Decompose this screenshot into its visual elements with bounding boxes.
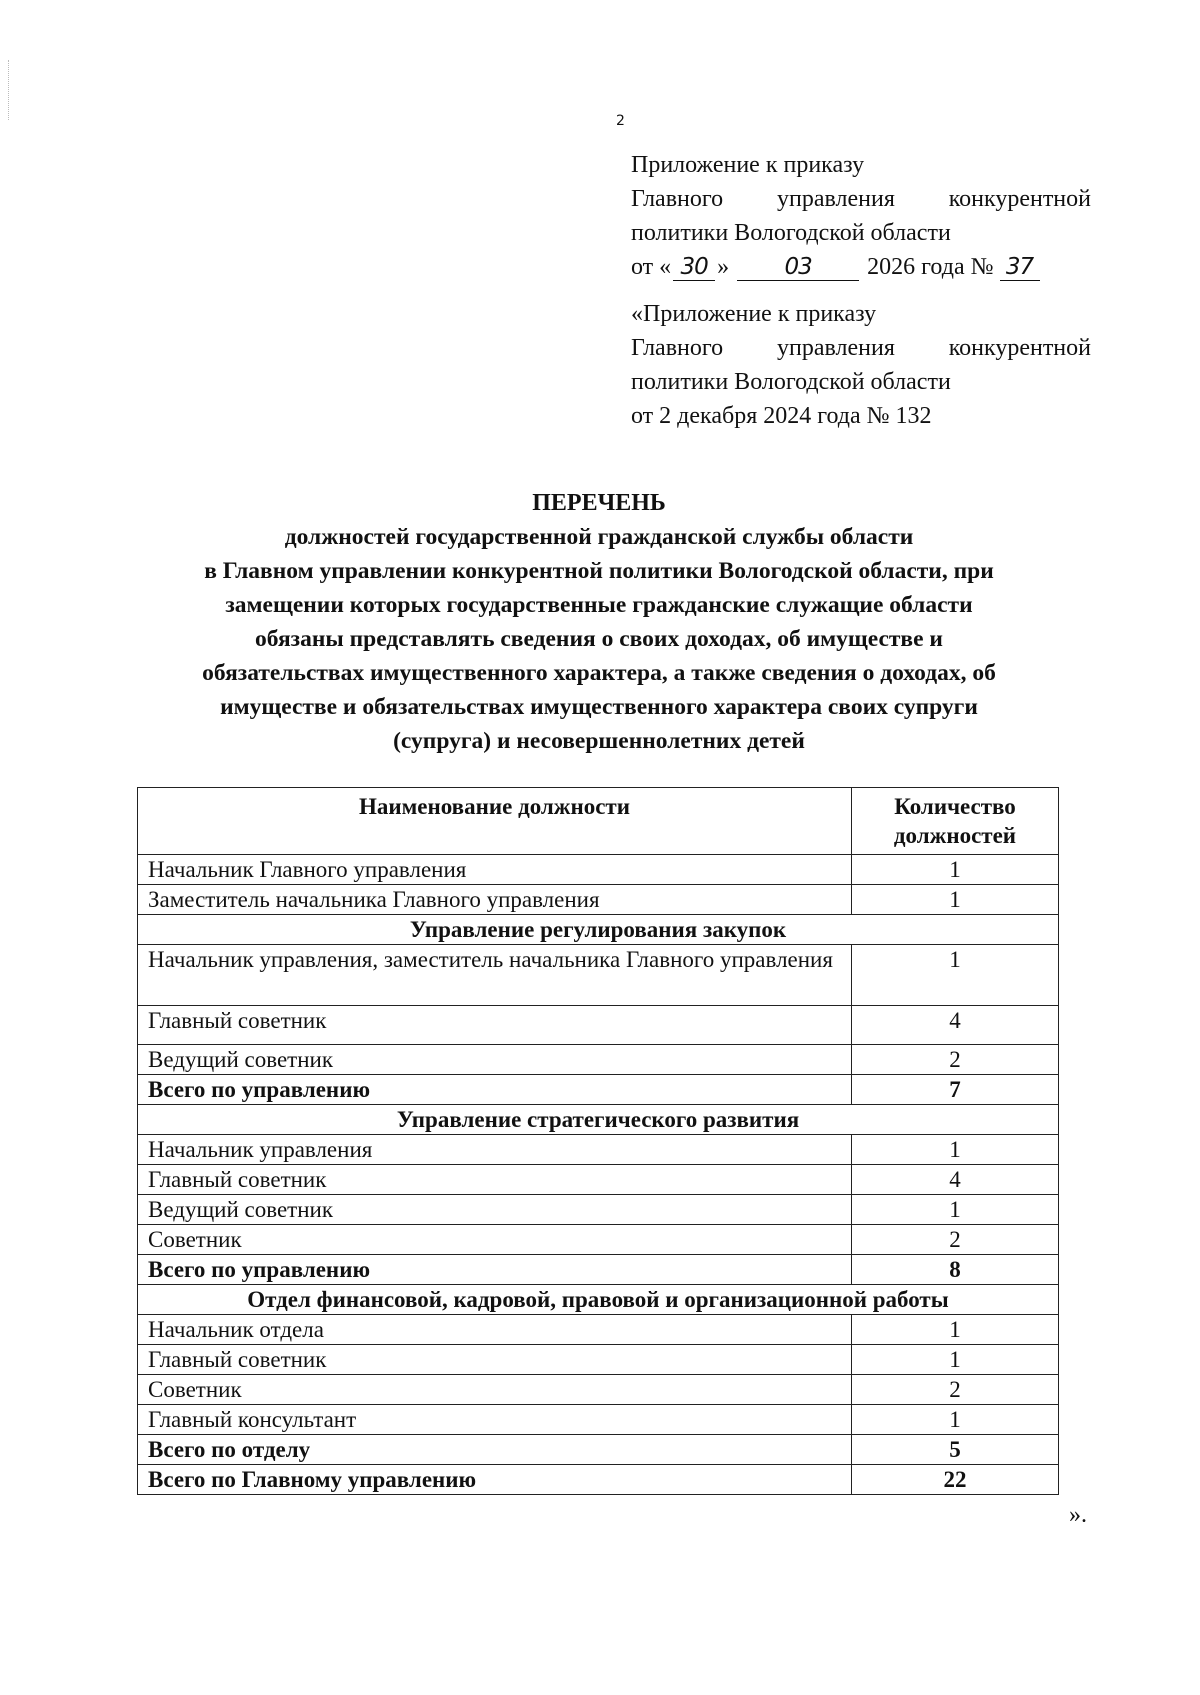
grand-total-row — [138, 1465, 1059, 1495]
appendix-line-justified — [631, 182, 1091, 216]
section-heading-row — [138, 915, 1059, 945]
position-name: Главный консультант — [138, 1405, 852, 1435]
total-value: 5 — [852, 1435, 1059, 1465]
appendix-word: управления — [776, 335, 895, 361]
position-name: Советник — [138, 1375, 852, 1405]
date-year-text: 2026 года № — [867, 254, 994, 280]
appendix-word: Главного — [631, 335, 724, 361]
position-name: Начальник управления, заместитель начальника Главного управления — [138, 945, 852, 1006]
position-count: 1 — [852, 855, 1059, 885]
position-name: Заместитель начальника Главного управления — [138, 885, 852, 915]
table-row — [138, 1135, 1059, 1165]
handwritten-order-number: 37 — [1000, 254, 1040, 281]
position-count: 1 — [852, 1405, 1059, 1435]
position-name: Ведущий советник — [138, 1195, 852, 1225]
scan-edge-marks — [8, 60, 11, 120]
position-name: Начальник Главного управления — [138, 855, 852, 885]
appendix-word: конкурентной — [948, 186, 1091, 212]
table-row — [138, 1045, 1059, 1075]
grand-total-label: Всего по Главному управлению — [138, 1465, 852, 1495]
position-count: 2 — [852, 1375, 1059, 1405]
position-count: 4 — [852, 1165, 1059, 1195]
title-line: обязательствах имущественного характера, а также сведения о доходах, об — [202, 660, 996, 686]
appendix-line: от 2 декабря 2024 года № 132 — [631, 403, 932, 429]
appendix-date-line — [631, 250, 1091, 284]
position-name: Начальник управления — [138, 1135, 852, 1165]
position-name: Начальник отдела — [138, 1315, 852, 1345]
position-count: 4 — [852, 1006, 1059, 1045]
position-name: Главный советник — [138, 1006, 852, 1045]
table-header-row — [138, 788, 1059, 855]
position-count: 1 — [852, 1195, 1059, 1225]
table-row — [138, 1345, 1059, 1375]
appendix-line: политики Вологодской области — [631, 369, 951, 395]
section-heading-row — [138, 1105, 1059, 1135]
position-count: 2 — [852, 1045, 1059, 1075]
table-row — [138, 1315, 1059, 1345]
title-line: замещении которых государственные гражданские служащие области — [225, 592, 973, 618]
total-label: Всего по управлению — [138, 1255, 852, 1285]
title-line: должностей государственной гражданской службы области — [284, 524, 914, 550]
section-title: Управление стратегического развития — [138, 1105, 1059, 1135]
appendix-word: конкурентной — [948, 335, 1091, 361]
position-name: Главный советник — [138, 1165, 852, 1195]
table-row — [138, 1405, 1059, 1435]
position-count: 1 — [852, 945, 1059, 1006]
position-name: Ведущий советник — [138, 1045, 852, 1075]
position-count: 1 — [852, 1135, 1059, 1165]
appendix-line: политики Вологодской области — [631, 220, 951, 246]
date-close: » — [717, 254, 730, 280]
total-value: 8 — [852, 1255, 1059, 1285]
table-row — [138, 1375, 1059, 1405]
table-row — [138, 855, 1059, 885]
total-label: Всего по отделу — [138, 1435, 852, 1465]
section-total-row — [138, 1255, 1059, 1285]
position-count: 1 — [852, 885, 1059, 915]
section-title: Управление регулирования закупок — [138, 915, 1059, 945]
position-name: Главный советник — [138, 1345, 852, 1375]
appendix-line: «Приложение к приказу — [631, 301, 877, 327]
total-value: 7 — [852, 1075, 1059, 1105]
table-row — [138, 1225, 1059, 1255]
title-heading: ПЕРЕЧЕНЬ — [532, 490, 666, 516]
title-line: (супруга) и несовершеннолетних детей — [393, 728, 805, 754]
date-prefix: от « — [631, 254, 672, 280]
position-count: 1 — [852, 1345, 1059, 1375]
handwritten-day: 30 — [673, 254, 715, 281]
appendix-line-justified — [631, 331, 1091, 365]
appendix-reference-old — [631, 297, 1091, 433]
header-position-count: Количество должностей — [852, 788, 1059, 855]
positions-table — [137, 787, 1059, 1495]
position-count: 1 — [852, 1315, 1059, 1345]
table-row — [138, 1165, 1059, 1195]
table-row — [138, 885, 1059, 915]
header-position-name: Наименование должности — [138, 788, 852, 855]
section-heading-row — [138, 1285, 1059, 1315]
title-line: обязаны представлять сведения о своих доходах, об имуществе и — [255, 626, 943, 652]
position-count: 2 — [852, 1225, 1059, 1255]
appendix-line: Приложение к приказу — [631, 152, 865, 178]
grand-total-value: 22 — [852, 1465, 1059, 1495]
table-row — [138, 945, 1059, 1006]
total-label: Всего по управлению — [138, 1075, 852, 1105]
appendix-reference-new — [631, 148, 1091, 284]
position-name: Советник — [138, 1225, 852, 1255]
document-title — [126, 486, 1072, 758]
closing-quote-mark: ». — [1069, 1502, 1087, 1528]
title-line: имуществе и обязательствах имущественного характера своих супруги — [220, 694, 978, 720]
table-row — [138, 1006, 1059, 1045]
handwritten-month: 03 — [737, 254, 859, 281]
section-title: Отдел финансовой, кадровой, правовой и организационной работы — [138, 1285, 1059, 1315]
appendix-word: управления — [776, 186, 895, 212]
appendix-word: Главного — [631, 186, 724, 212]
section-total-row — [138, 1075, 1059, 1105]
table-row — [138, 1195, 1059, 1225]
section-total-row — [138, 1435, 1059, 1465]
page-number: 2 — [616, 113, 625, 129]
title-line: в Главном управлении конкурентной политики Вологодской области, при — [204, 558, 994, 584]
